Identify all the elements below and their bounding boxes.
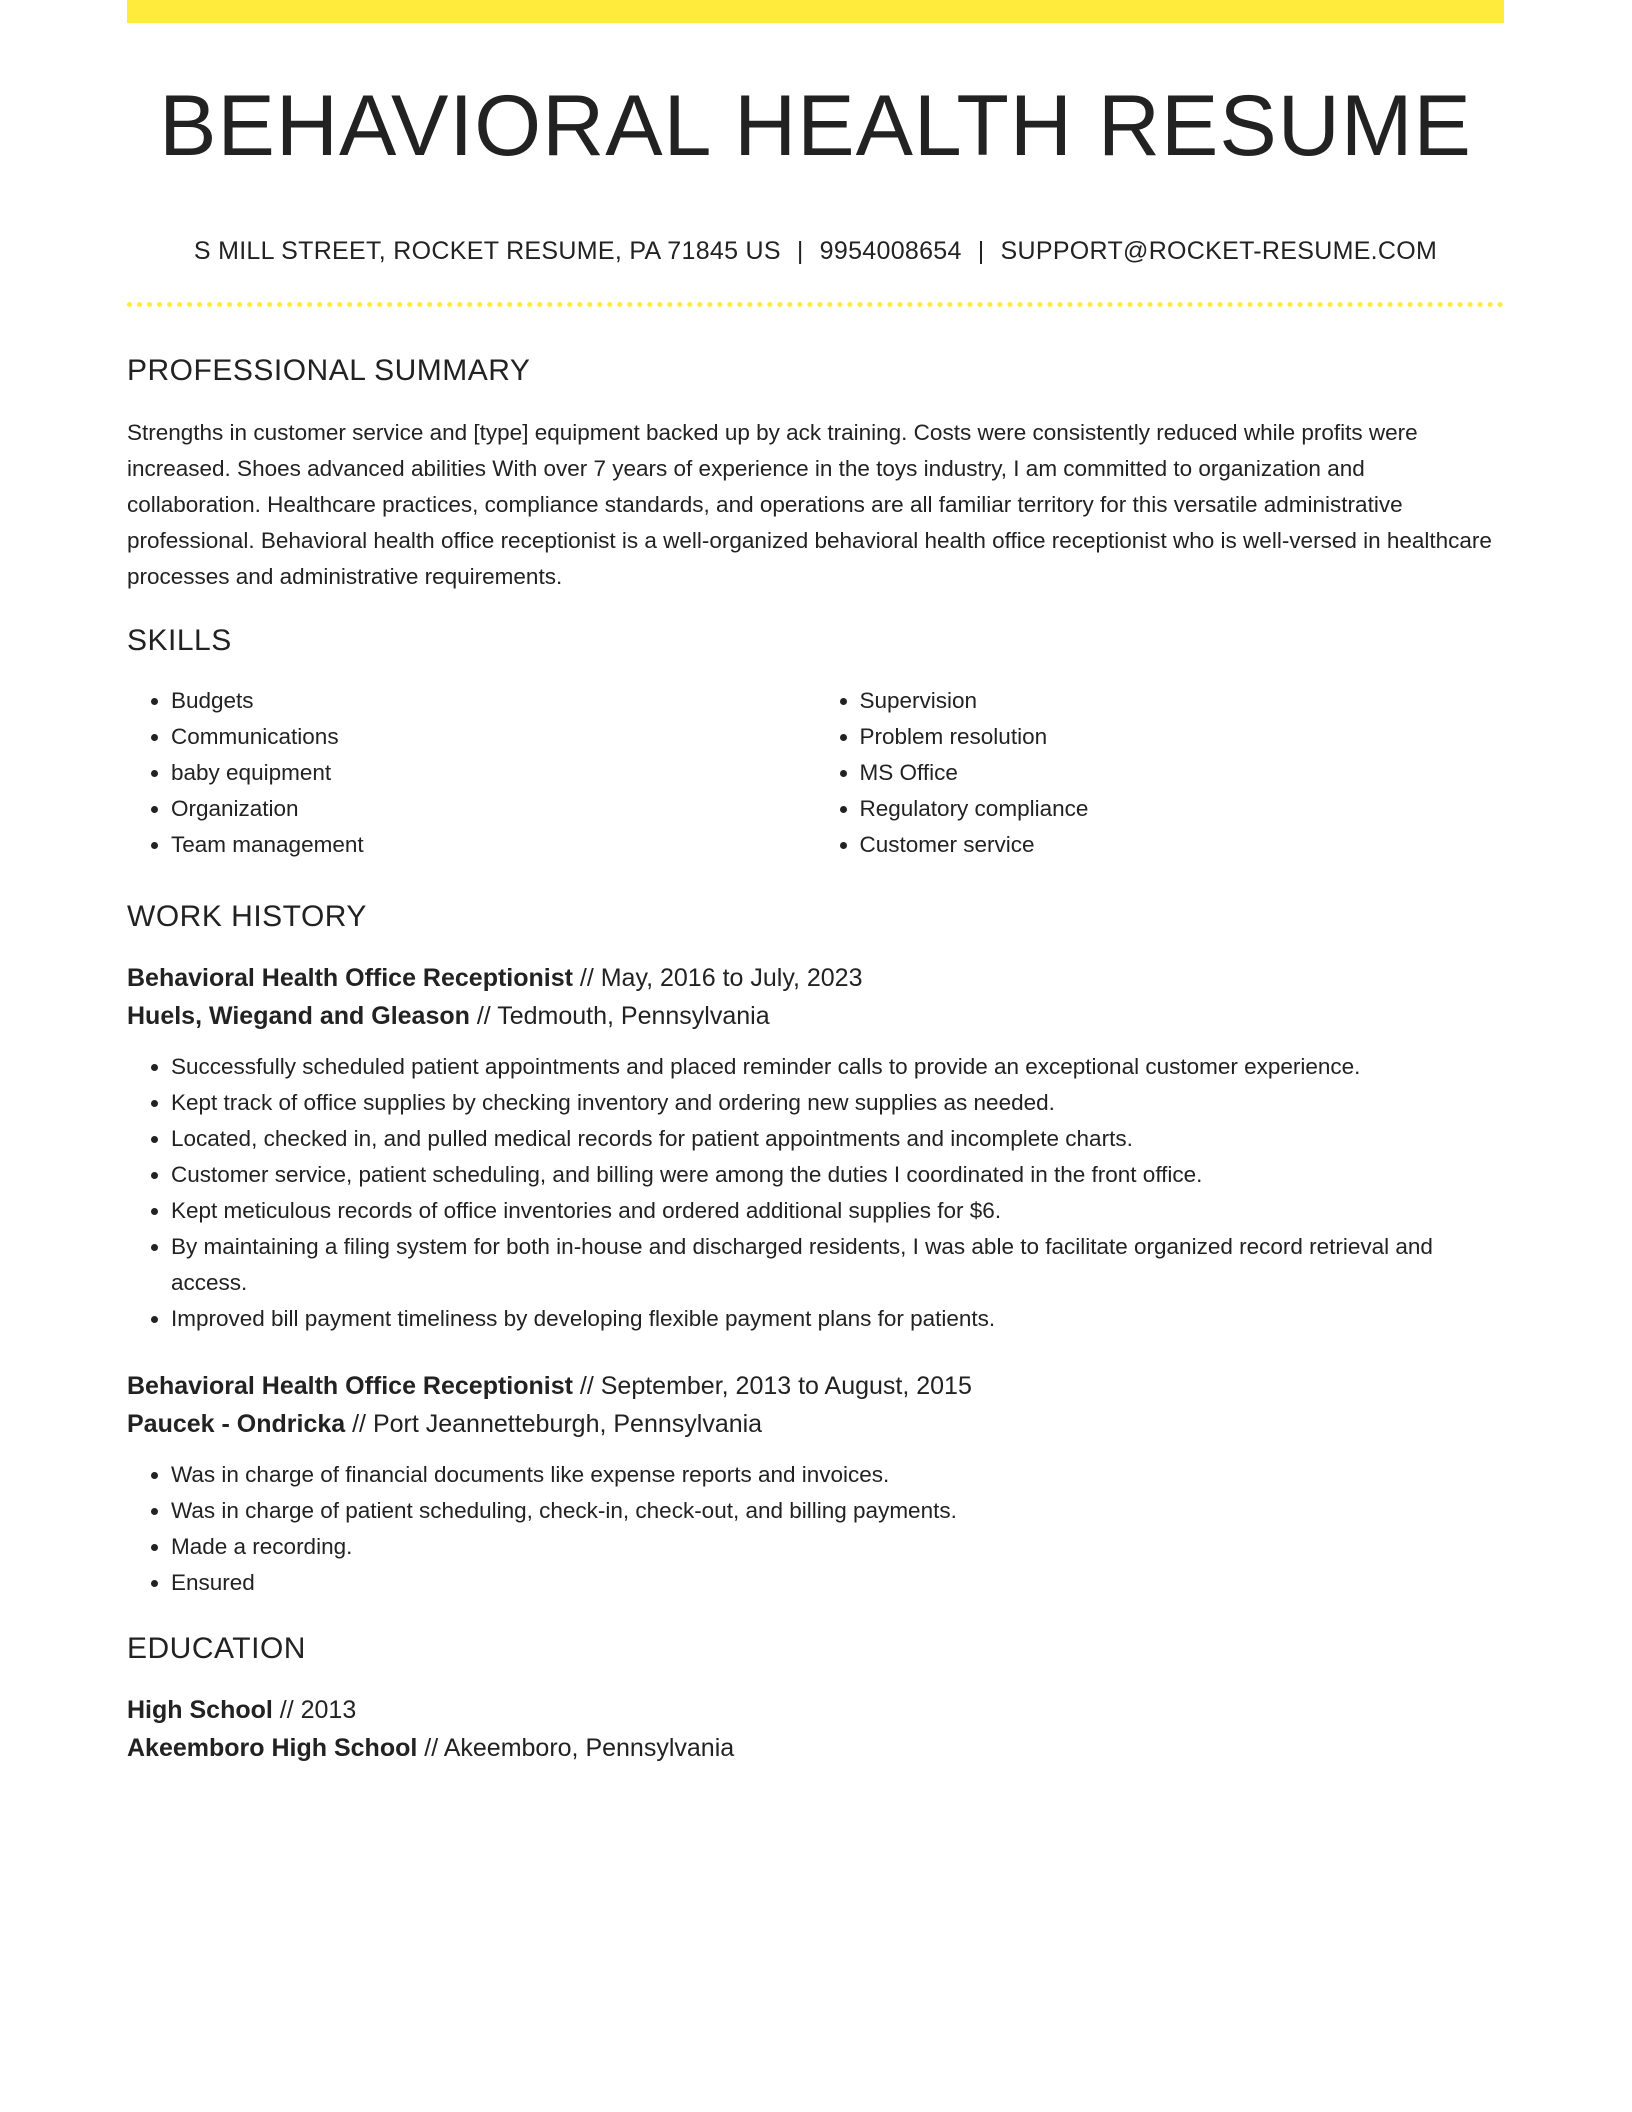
education-location: // Akeemboro, Pennsylvania xyxy=(417,1733,735,1762)
resume-page xyxy=(127,0,1504,1767)
education-year: // 2013 xyxy=(272,1695,357,1724)
summary-text: Strengths in customer service and [type] equipment backed up by ack training. Costs were consistently reduced while profits were increased. Shoes advanced abilities With over 7 years of experience in the toys industry, I am committed to organization and collaboration. Healthcare practices, compliance standards, and operations are all familiar territory for this versatile administrative professional. Behavioral health office receptionist is a well-organized behavioral health office receptionist who is well-versed in healthcare processes and administrative requirements. xyxy=(127,419,1492,589)
skill-item: • Team management xyxy=(171,827,816,863)
job-bullet: • Was in charge of financial documents like expense reports and invoices. xyxy=(171,1457,1504,1493)
job-company: Paucek - Ondricka xyxy=(127,1409,346,1438)
email: SUPPORT@ROCKET-RESUME.COM xyxy=(1000,236,1438,265)
job-role-line xyxy=(127,959,1504,997)
work-history-heading: WORK HISTORY xyxy=(127,899,367,933)
address: S MILL STREET, ROCKET RESUME, PA 71845 US xyxy=(193,236,781,265)
job-dates: // May, 2016 to July, 2023 xyxy=(572,963,863,992)
skill-item: • Customer service xyxy=(860,827,1505,863)
job-bullet: • Ensured xyxy=(171,1565,1504,1601)
job-dates: // September, 2013 to August, 2015 xyxy=(572,1371,972,1400)
phone: 9954008654 xyxy=(819,236,962,265)
skills-heading: SKILLS xyxy=(127,623,232,657)
skill-item: • Supervision xyxy=(860,683,1505,719)
summary-heading: PROFESSIONAL SUMMARY xyxy=(127,353,531,387)
education-school-line xyxy=(127,1729,1504,1767)
job-bullet: • Made a recording. xyxy=(171,1529,1504,1565)
skill-item: • Communications xyxy=(171,719,816,755)
job-location: // Port Jeannetteburgh, Pennsylvania xyxy=(345,1409,763,1438)
job-company-line xyxy=(127,1405,1504,1443)
skill-item: • baby equipment xyxy=(171,755,816,791)
job-bullet: • Was in charge of patient scheduling, check-in, check-out, and billing payments. xyxy=(171,1493,1504,1529)
education-degree: High School xyxy=(127,1695,273,1724)
job-role: Behavioral Health Office Receptionist xyxy=(127,963,573,992)
skill-item: • Budgets xyxy=(171,683,816,719)
job-company: Huels, Wiegand and Gleason xyxy=(127,1001,470,1030)
job-bullet: • Kept meticulous records of office inventories and ordered additional supplies for $6. xyxy=(171,1193,1504,1229)
job-bullet: • Improved bill payment timeliness by developing flexible payment plans for patients. xyxy=(171,1301,1504,1337)
resume-title: BEHAVIORAL HEALTH RESUME xyxy=(159,78,1472,174)
job-role-line xyxy=(127,1367,1504,1405)
dotted-divider xyxy=(127,302,1504,307)
skill-item: • Organization xyxy=(171,791,816,827)
skills-column-right xyxy=(816,683,1505,863)
job-bullet: • Located, checked in, and pulled medical records for patient appointments and incomplete charts. xyxy=(171,1121,1504,1157)
education-heading: EDUCATION xyxy=(127,1631,306,1665)
education-entry xyxy=(127,1691,1504,1767)
skill-item: • Problem resolution xyxy=(860,719,1505,755)
job-bullet: • By maintaining a filing system for both in-house and discharged residents, I was able to facilitate organized record retrieval and access. xyxy=(171,1229,1504,1301)
skills-column-left xyxy=(127,683,816,863)
contact-line xyxy=(127,236,1504,266)
education-degree-line xyxy=(127,1691,1504,1729)
education-school: Akeemboro High School xyxy=(127,1733,418,1762)
skills-list xyxy=(127,683,1504,863)
skill-item: • Regulatory compliance xyxy=(860,791,1505,827)
job-role: Behavioral Health Office Receptionist xyxy=(127,1371,573,1400)
job-bullets xyxy=(127,1457,1504,1601)
contact-separator: | xyxy=(977,236,985,265)
job-entry xyxy=(127,959,1504,1337)
accent-top-bar xyxy=(127,0,1504,23)
job-location: // Tedmouth, Pennsylvania xyxy=(469,1001,770,1030)
job-bullets xyxy=(127,1049,1504,1337)
skill-item: • MS Office xyxy=(860,755,1505,791)
job-bullet: • Customer service, patient scheduling, and billing were among the duties I coordinated in the front office. xyxy=(171,1157,1504,1193)
job-bullet: • Kept track of office supplies by checking inventory and ordering new supplies as needed. xyxy=(171,1085,1504,1121)
job-bullet: • Successfully scheduled patient appointments and placed reminder calls to provide an exceptional customer experience. xyxy=(171,1049,1504,1085)
contact-separator: | xyxy=(796,236,804,265)
job-entry xyxy=(127,1367,1504,1601)
job-company-line xyxy=(127,997,1504,1035)
